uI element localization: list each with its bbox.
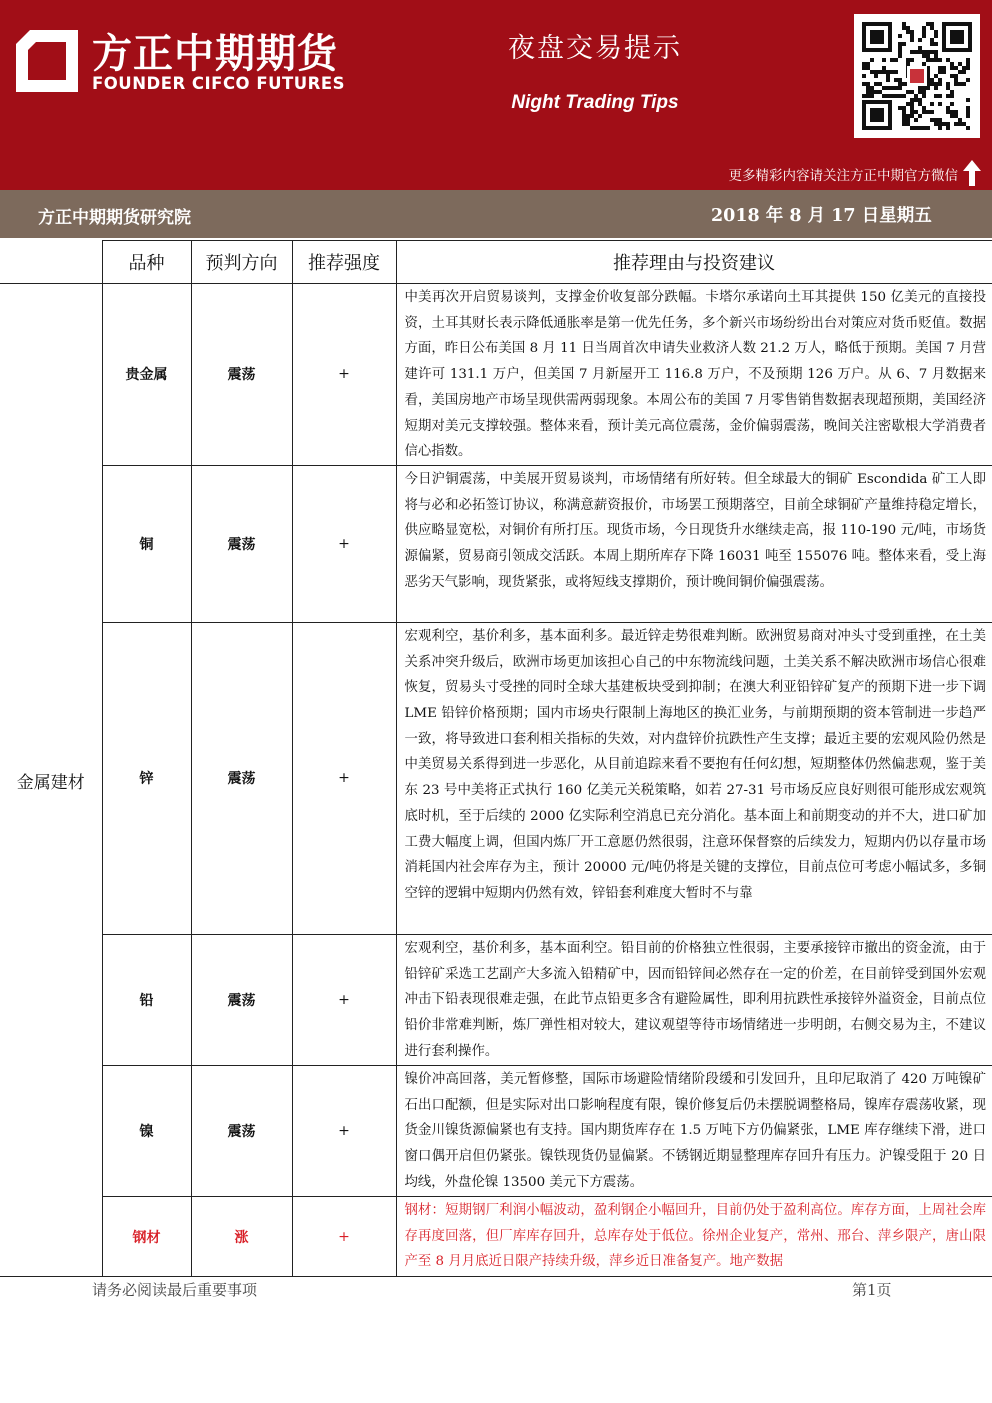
institute-name: 方正中期期货研究院 [38,208,191,228]
strength-value: + [292,934,396,1065]
direction-value: 涨 [191,1196,292,1276]
footer-divider [0,1276,992,1277]
reason-text: 今日沪铜震荡，中美展开贸易谈判，市场情绪有所好转。但全球最大的铜矿 Escondida 矿工人即将与必和必拓签订协议，称满意薪资报价，市场罢工预期落空，目前全球铜矿产量维持稳定增长，供应略显宽松，对铜价有所打压。现货市场，今日现货升水继续走高，报 110-190 元/吨，市场货源偏紧，贸易商引领成交活跃。本周上期所库存下降 16031 吨至 155076 吨。整体来看，受上海恶劣天气影响，现货紧张，或将短线支撑期价，预计晚间铜价偏强震荡。 [396,465,992,622]
header-reason: 推荐理由与投资建议 [396,241,992,284]
arrow-up-icon [963,160,981,186]
header-strength: 推荐强度 [292,241,396,284]
variety-name: 铜 [102,465,191,622]
strength-value: + [292,465,396,622]
table-row [0,1065,992,1196]
strength-value: + [292,1065,396,1196]
table-row [0,934,992,1065]
direction-value: 震荡 [191,622,292,934]
variety-name: 锌 [102,622,191,934]
direction-value: 震荡 [191,934,292,1065]
table-row [0,622,992,934]
reason-text: 钢材：短期钢厂利润小幅波动，盈利钢企小幅回升，目前仍处于盈利高位。库存方面，上周社会库存再度回落，但厂库库存回升，总库存处于低位。徐州企业复产，常州、邢台、萍乡限产，唐山限产至 8 月月底近日限产持续升级，萍乡近日准备复产。地产数据 [396,1196,992,1276]
strength-value: + [292,1196,396,1276]
follow-wechat-text: 更多精彩内容请关注方正中期官方微信 [728,168,958,184]
page-subtitle: Night Trading Tips [511,92,679,113]
table-row [0,284,992,466]
reason-text: 中美再次开启贸易谈判，支撑金价收复部分跌幅。卡塔尔承诺向土耳其提供 150 亿美元的直接投资，土耳其财长表示降低通胀率是第一优先任务，多个新兴市场纷纷出台对策应对货币贬值。数据方面，昨日公布美国 8 月 11 日当周首次申请失业救济人数 21.2 万人，略低于预期。美国 7 月营建许可 131.1 万户，但美国 7 月新屋开工 116.8 万户，不及预期 126 万户。从 6、7 月数据来看，美国房地产市场呈现供需两弱现象。本周公布的美国 7 月零售销售数据表现超预期，美国经济短期对美元支撑较强。整体来看，预计美元高位震荡，金价偏弱震荡，晚间关注密歇根大学消费者信心指数。 [396,284,992,466]
variety-name: 钢材 [102,1196,191,1276]
table-row [0,1196,992,1276]
brand-name-cn: 方正中期期货 [92,31,338,77]
qr-code-icon[interactable] [854,14,980,138]
reason-text: 宏观利空，基价利多，基本面利多。最近锌走势很难判断。欧洲贸易商对冲头寸受到重挫，在土美关系冲突升级后，欧洲市场更加该担心自己的中东物流线问题，土美关系不解决欧洲市场信心很难恢复，贸易头寸受挫的同时全球大基建板块受到抑制；在澳大利亚铅锌矿复产的预期下进一步下调 LME 铅锌价格预期；国内市场央行限制上海地区的换汇业务，与前期预期的资本管制进一步趋严一致，将导致进口套利相关指标的失效，对内盘锌价抗跌性产生支撑；最近主要的宏观风险仍然是中美贸易关系得到进一步恶化，从目前追踪来看不要抱有任何幻想，短期整体仍然偏悲观，鉴于美东 23 号中美将正式执行 160 亿美元关税策略，如若 27-31 号市场反应良好则很可能形成宏观筑底时机，至于后续的 2000 亿实际利空消息已充分消化。基本面上和前期变动的并不大，进口矿加工费大幅度上调，但国内炼厂开工意愿仍然很弱，注意环保督察的后续发力，短期内仍以存量市场消耗国内社会库存为主，预计 20000 元/吨仍将是关键的支撑位，目前点位可考虑小幅试多，多铜空锌的逻辑中短期内仍然有效，锌铅套利难度大暂时不与靠 [396,622,992,934]
variety-name: 镍 [102,1065,191,1196]
page-title: 夜盘交易提示 [508,33,682,64]
strength-value: + [292,284,396,466]
table-header-row [0,241,992,284]
direction-value: 震荡 [191,465,292,622]
reason-text: 镍价冲高回落，美元暂修整，国际市场避险情绪阶段缓和引发回升，且印尼取消了 420 万吨镍矿石出口配额，但是实际对出口影响程度有限，镍价修复后仍未摆脱调整格局，镍库存震荡收紧，现货金川镍货源偏紧也有支持。国内期货库存在 1.5 万吨下方仍偏紧张，LME 库存继续下滑，进口窗口偶开启但仍紧张。镍铁现货仍显偏紧。不锈钢近期显整理库存回升有压力。沪镍受阻于 20 日均线，外盘伦镍 13500 美元下方震荡。 [396,1065,992,1196]
direction-value: 震荡 [191,1065,292,1196]
header-variety: 品种 [102,241,191,284]
table-row [0,465,992,622]
header-banner [0,0,992,190]
trading-tips-table [0,240,992,1276]
direction-value: 震荡 [191,284,292,466]
founder-logo-icon [16,30,78,92]
report-date: 2018 年 8 月 17 日星期五 [711,206,932,226]
category-cell: 金属建材 [0,284,102,1277]
institute-band [0,190,992,238]
strength-value: + [292,622,396,934]
header-corner [0,241,102,284]
variety-name: 贵金属 [102,284,191,466]
brand-name-en: FOUNDER CIFCO FUTURES [92,74,346,93]
variety-name: 铅 [102,934,191,1065]
page-number: 第1页 [852,1281,892,1299]
footer-notice: 请务必阅读最后重要事项 [92,1281,258,1299]
reason-text: 宏观利空，基价利多，基本面利空。铅目前的价格独立性很弱，主要承接锌市撤出的资金流，由于铅锌矿采选工艺副产大多流入铅精矿中，因而铅锌间必然存在一定的价差，在目前锌受到国外宏观冲击下铅表现很难走强，在此节点铅更多含有避险属性，即利用抗跌性承接锌外溢资金，目前点位铅价非常难判断，炼厂弹性相对较大，建议观望等待市场情绪进一步明朗，右侧交易为主，不建议进行套利操作。 [396,934,992,1065]
header-direction: 预判方向 [191,241,292,284]
